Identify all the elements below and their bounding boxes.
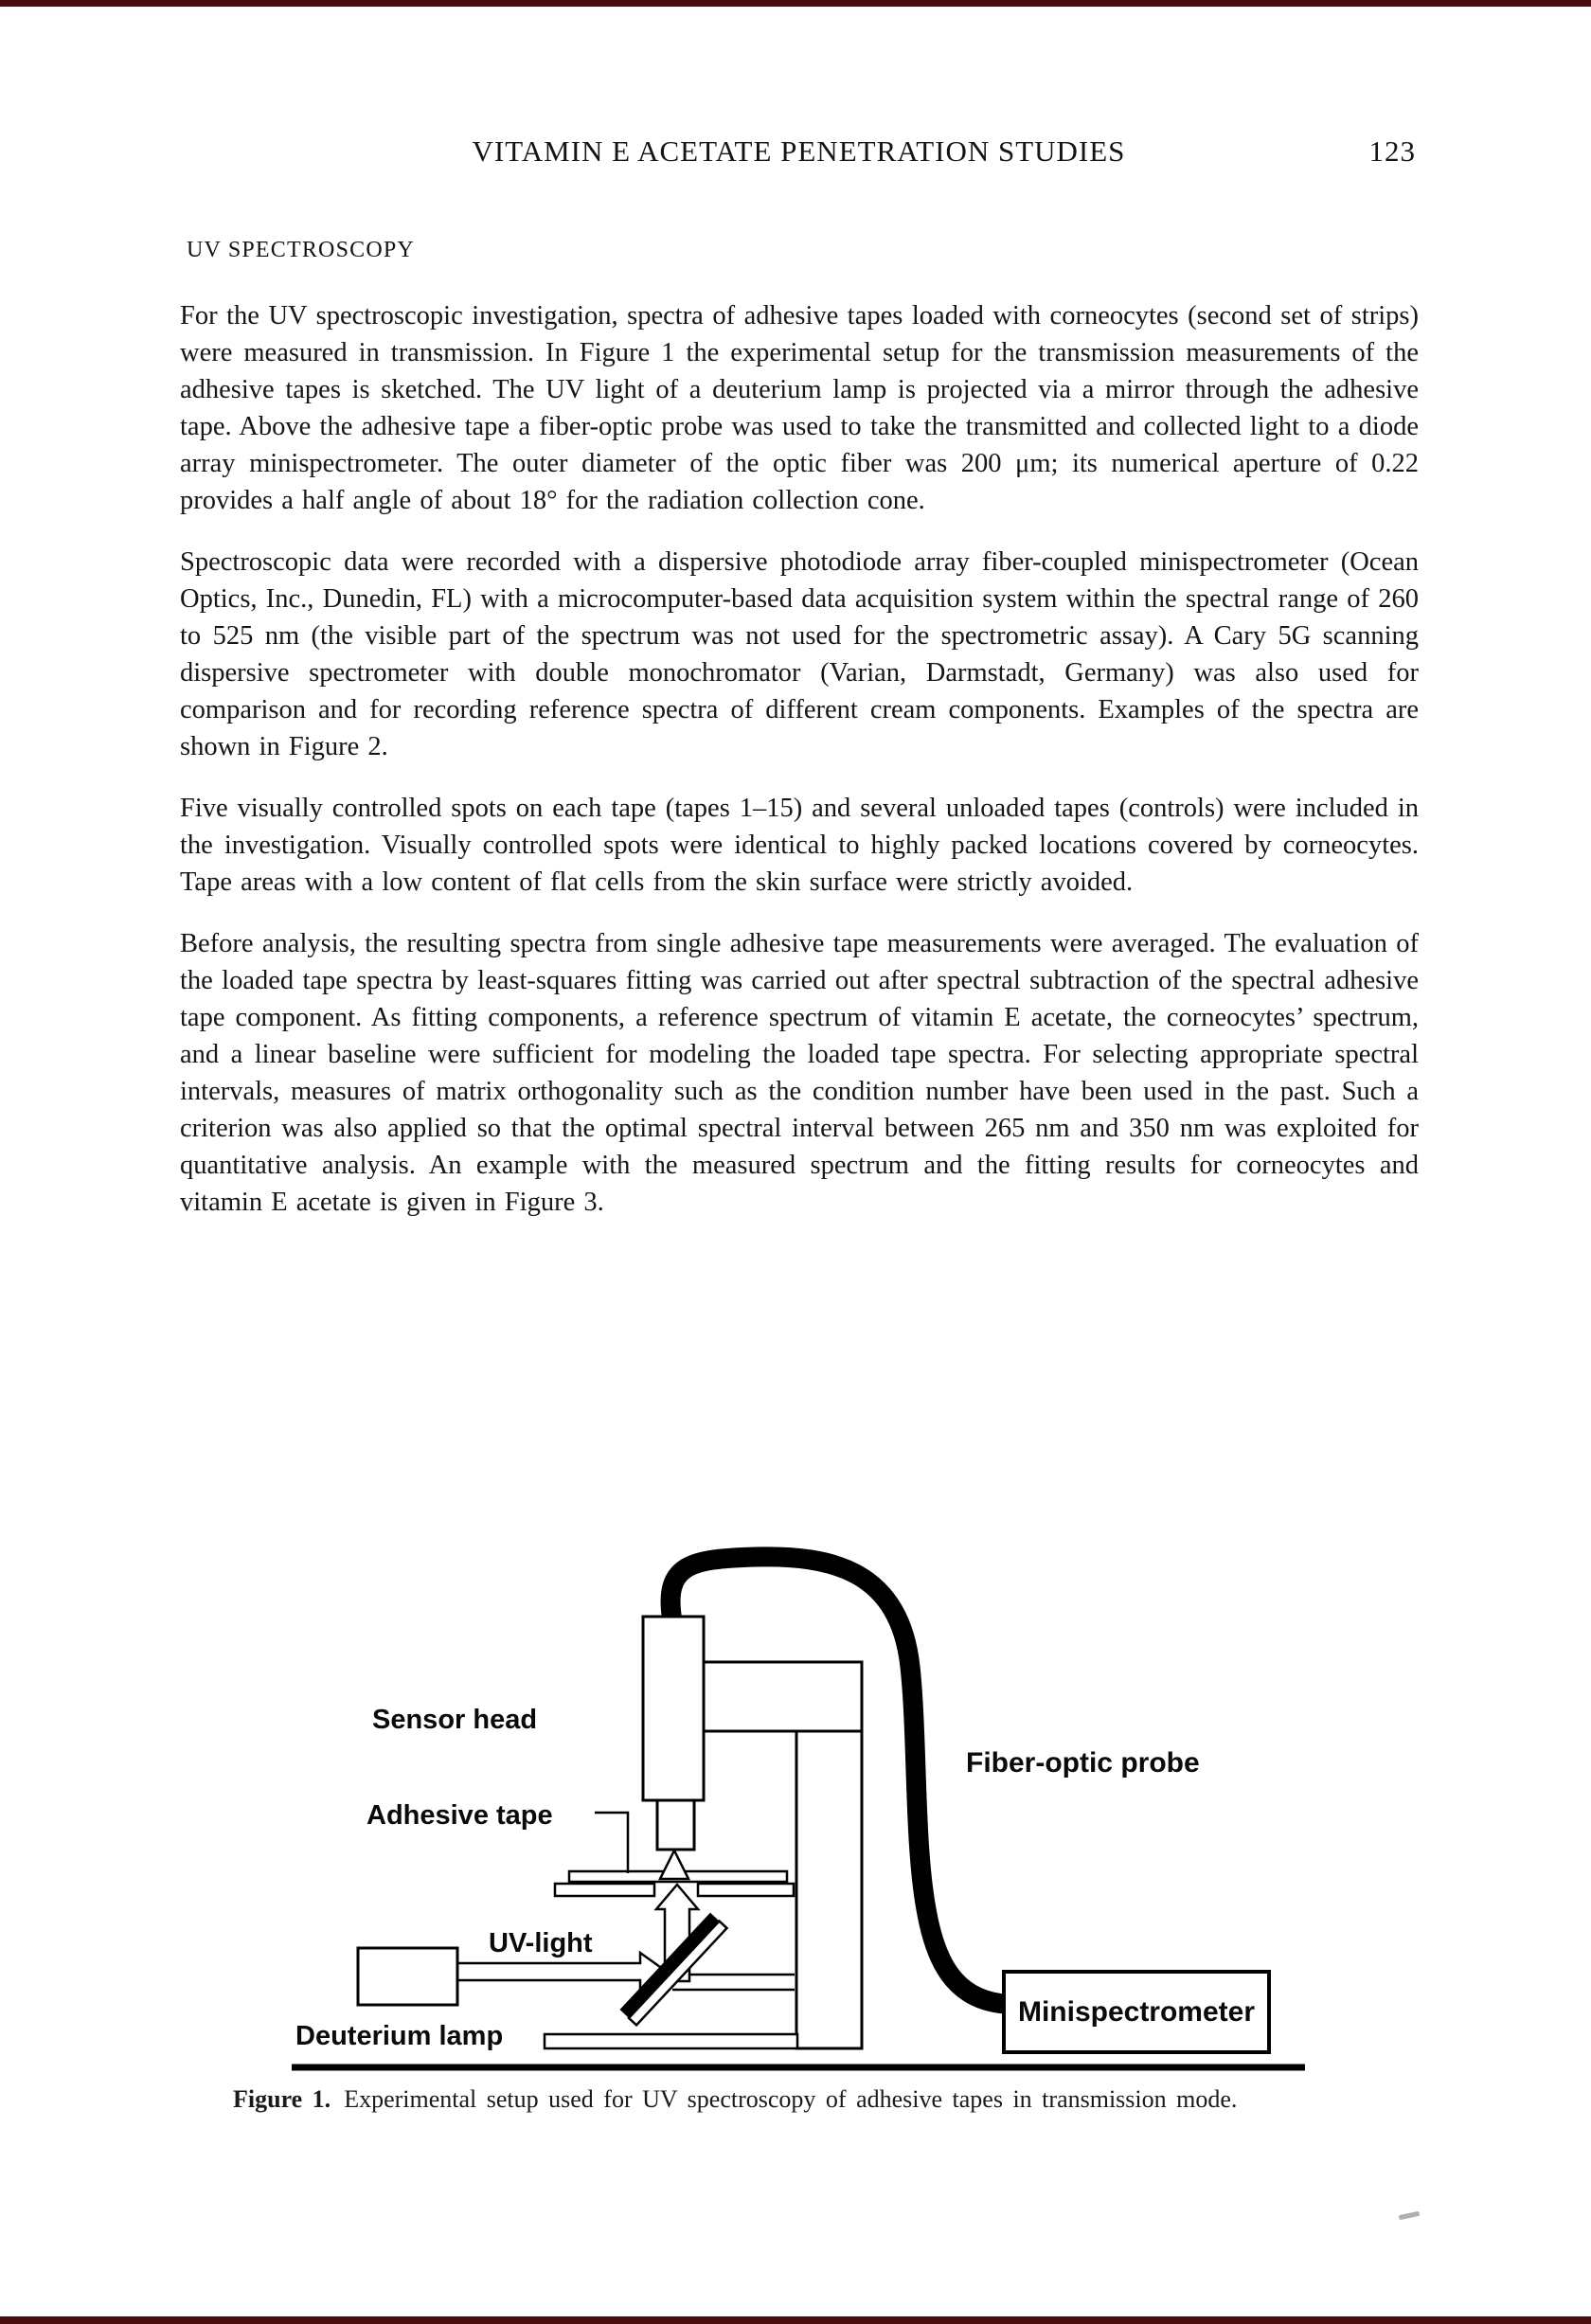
frame-crossbar <box>704 1662 862 1731</box>
deuterium-lamp-label: Deuterium lamp <box>295 2021 504 2051</box>
probe-tip <box>657 1800 694 1850</box>
sensor-head-body <box>643 1617 704 1800</box>
paragraph-3: Five visually controlled spots on each tape (tapes 1–15) and several unloaded tapes (controls) were included in the investigation. Visually controlled spots were identical to highly packed locations covered by corneocytes. Tape areas with a low content of flat cells from the skin surface were strictly avoided. <box>180 794 1419 897</box>
paragraph-4: Before analysis, the resulting spectra from single adhesive tape measurements were averaged. The evaluation of the loaded tape spectra by least-squares fitting was carried out after spectral subtraction of the spectral adhesive tape component. As fitting components, a reference spectrum of vitamin E acetate, the corneocytes’ spectrum, and a linear baseline were sufficient for modeling the loaded tape spectra. For selecting appropriate spectral intervals, measures of matrix orthogonality such as the condition number have been used in the past. Such a criterion was also applied so that the optimal spectral interval between 265 nm and 350 nm was exploited for quantitative analysis. An example with the measured spectrum and the fitting results for corneocytes and vitamin E acetate is given in Figure 3. <box>180 929 1419 1217</box>
sensor-head-label: Sensor head <box>372 1705 538 1735</box>
frame-column <box>796 1731 862 2048</box>
adhesive-tape-pointer <box>595 1813 628 1873</box>
scan-edge-bottom <box>0 2316 1591 2324</box>
tape-light-arrow <box>660 1850 688 1879</box>
page-number: 123 <box>1368 134 1416 168</box>
figure-caption-number: Figure 1. <box>233 2085 331 2113</box>
stage-plate-lower-left <box>555 1884 654 1896</box>
figure-caption <box>233 2085 1374 2114</box>
section-heading: UV SPECTROSCOPY <box>187 238 415 262</box>
running-head-title: VITAMIN E ACETATE PENETRATION STUDIES <box>472 134 1126 168</box>
base-plate <box>545 2034 797 2048</box>
fiber-optic-probe-label: Fiber-optic probe <box>966 1747 1200 1779</box>
paragraph-1: For the UV spectroscopic investigation, spectra of adhesive tapes loaded with corneocytes (second set of strips) were measured in transmission. In Figure 1 the experimental setup for the transmission measurements of the adhesive tapes is sketched. The UV light of a deuterium lamp is projected via a mirror through the adhesive tape. Above the adhesive tape a fiber-optic probe was used to take the transmitted and collected light to a diode array minispectrometer. The outer diameter of the optic fiber was 200 μm; its numerical aperture of 0.22 provides a half angle of about 18° for the radiation collection cone. <box>180 301 1419 515</box>
uv-light-label: UV-light <box>489 1928 593 1958</box>
adhesive-tape-label: Adhesive tape <box>366 1800 553 1831</box>
stage-plate-lower-right <box>698 1884 794 1896</box>
figure-caption-text: Experimental setup used for UV spectroscopy of adhesive tapes in transmission mode. <box>344 2085 1238 2113</box>
paragraph-2: Spectroscopic data were recorded with a dispersive photodiode array fiber-coupled minispectrometer (Ocean Optics, Inc., Dunedin, FL) with a microcomputer-based data acquisition system within the spectral range of 260 to 525 nm (the visible part of the spectrum was not used for the spectrometric assay). A Cary 5G scanning dispersive spectrometer with double monochromator (Varian, Darmstadt, Germany) was also used for comparison and for recording reference spectra of different cream components. Examples of the spectra are shown in Figure 2. <box>180 547 1419 761</box>
minispectrometer-label: Minispectrometer <box>1017 1995 1256 2028</box>
deuterium-lamp-box <box>358 1948 457 2005</box>
